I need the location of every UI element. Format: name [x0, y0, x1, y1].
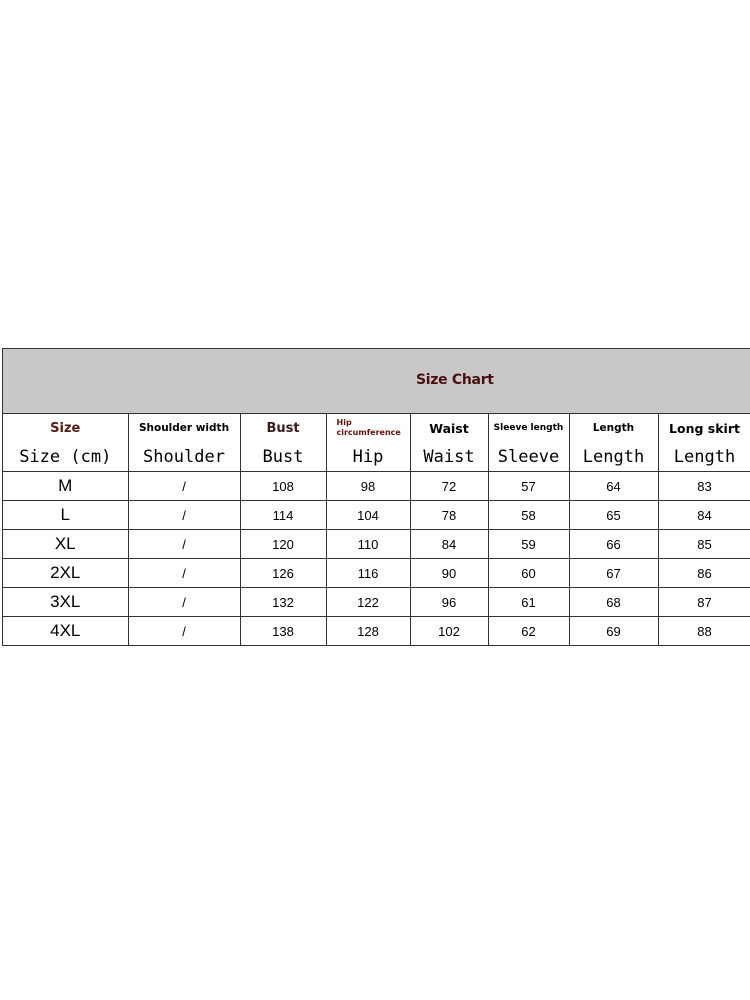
cell-shoulder: / [128, 472, 240, 501]
cell-sleeve: 59 [488, 530, 569, 559]
cell-long-skirt: 83 [658, 472, 750, 501]
subheader-length: Length [569, 442, 658, 472]
size-chart-table [2, 348, 750, 646]
table-row [3, 501, 750, 530]
cell-length: 67 [569, 559, 658, 588]
subheader-size: Size (cm) [3, 442, 128, 472]
table-row [3, 617, 750, 646]
cell-bust: 132 [240, 588, 326, 617]
cell-sleeve: 61 [488, 588, 569, 617]
cell-bust: 126 [240, 559, 326, 588]
subheader-bust: Bust [240, 442, 326, 472]
cell-shoulder: / [128, 559, 240, 588]
cell-shoulder: / [128, 501, 240, 530]
header-long-skirt: Long skirt [658, 414, 750, 442]
cell-size: 2XL [3, 559, 128, 588]
subheader-long-skirt-length: Length [658, 442, 750, 472]
cell-shoulder: / [128, 617, 240, 646]
cell-size: L [3, 501, 128, 530]
cell-waist: 72 [410, 472, 488, 501]
subheader-waist: Waist [410, 442, 488, 472]
subheader-row [3, 442, 750, 472]
cell-size: 3XL [3, 588, 128, 617]
table-row [3, 472, 750, 501]
subheader-sleeve: Sleeve [488, 442, 569, 472]
cell-shoulder: / [128, 588, 240, 617]
cell-sleeve: 60 [488, 559, 569, 588]
header-shoulder-width: Shoulder width [128, 414, 240, 442]
cell-bust: 138 [240, 617, 326, 646]
cell-size: M [3, 472, 128, 501]
header-length: Length [569, 414, 658, 442]
cell-long-skirt: 84 [658, 501, 750, 530]
cell-long-skirt: 85 [658, 530, 750, 559]
cell-long-skirt: 88 [658, 617, 750, 646]
header-sleeve-length: Sleeve length [488, 414, 569, 442]
cell-length: 68 [569, 588, 658, 617]
cell-size: XL [3, 530, 128, 559]
cell-waist: 90 [410, 559, 488, 588]
cell-bust: 114 [240, 501, 326, 530]
cell-sleeve: 62 [488, 617, 569, 646]
cell-sleeve: 58 [488, 501, 569, 530]
cell-length: 64 [569, 472, 658, 501]
cell-bust: 120 [240, 530, 326, 559]
table-row [3, 588, 750, 617]
table-row [3, 559, 750, 588]
cell-long-skirt: 86 [658, 559, 750, 588]
cell-hip: 128 [326, 617, 410, 646]
subheader-hip: Hip [326, 442, 410, 472]
subheader-shoulder: Shoulder [128, 442, 240, 472]
cell-waist: 78 [410, 501, 488, 530]
size-chart-title: Size Chart [416, 372, 494, 388]
size-table [3, 414, 750, 646]
cell-hip: 116 [326, 559, 410, 588]
cell-waist: 102 [410, 617, 488, 646]
title-bar [3, 349, 750, 414]
header-waist: Waist [410, 414, 488, 442]
cell-hip: 98 [326, 472, 410, 501]
cell-waist: 84 [410, 530, 488, 559]
cell-hip: 104 [326, 501, 410, 530]
cell-length: 65 [569, 501, 658, 530]
cell-hip: 122 [326, 588, 410, 617]
header-hip-circumference: Hip circumference [326, 414, 410, 442]
table-row [3, 530, 750, 559]
cell-waist: 96 [410, 588, 488, 617]
header-size: Size [3, 414, 128, 442]
cell-length: 66 [569, 530, 658, 559]
cell-size: 4XL [3, 617, 128, 646]
cell-shoulder: / [128, 530, 240, 559]
cell-length: 69 [569, 617, 658, 646]
header-row [3, 414, 750, 442]
cell-bust: 108 [240, 472, 326, 501]
cell-hip: 110 [326, 530, 410, 559]
cell-sleeve: 57 [488, 472, 569, 501]
cell-long-skirt: 87 [658, 588, 750, 617]
header-bust: Bust [240, 414, 326, 442]
